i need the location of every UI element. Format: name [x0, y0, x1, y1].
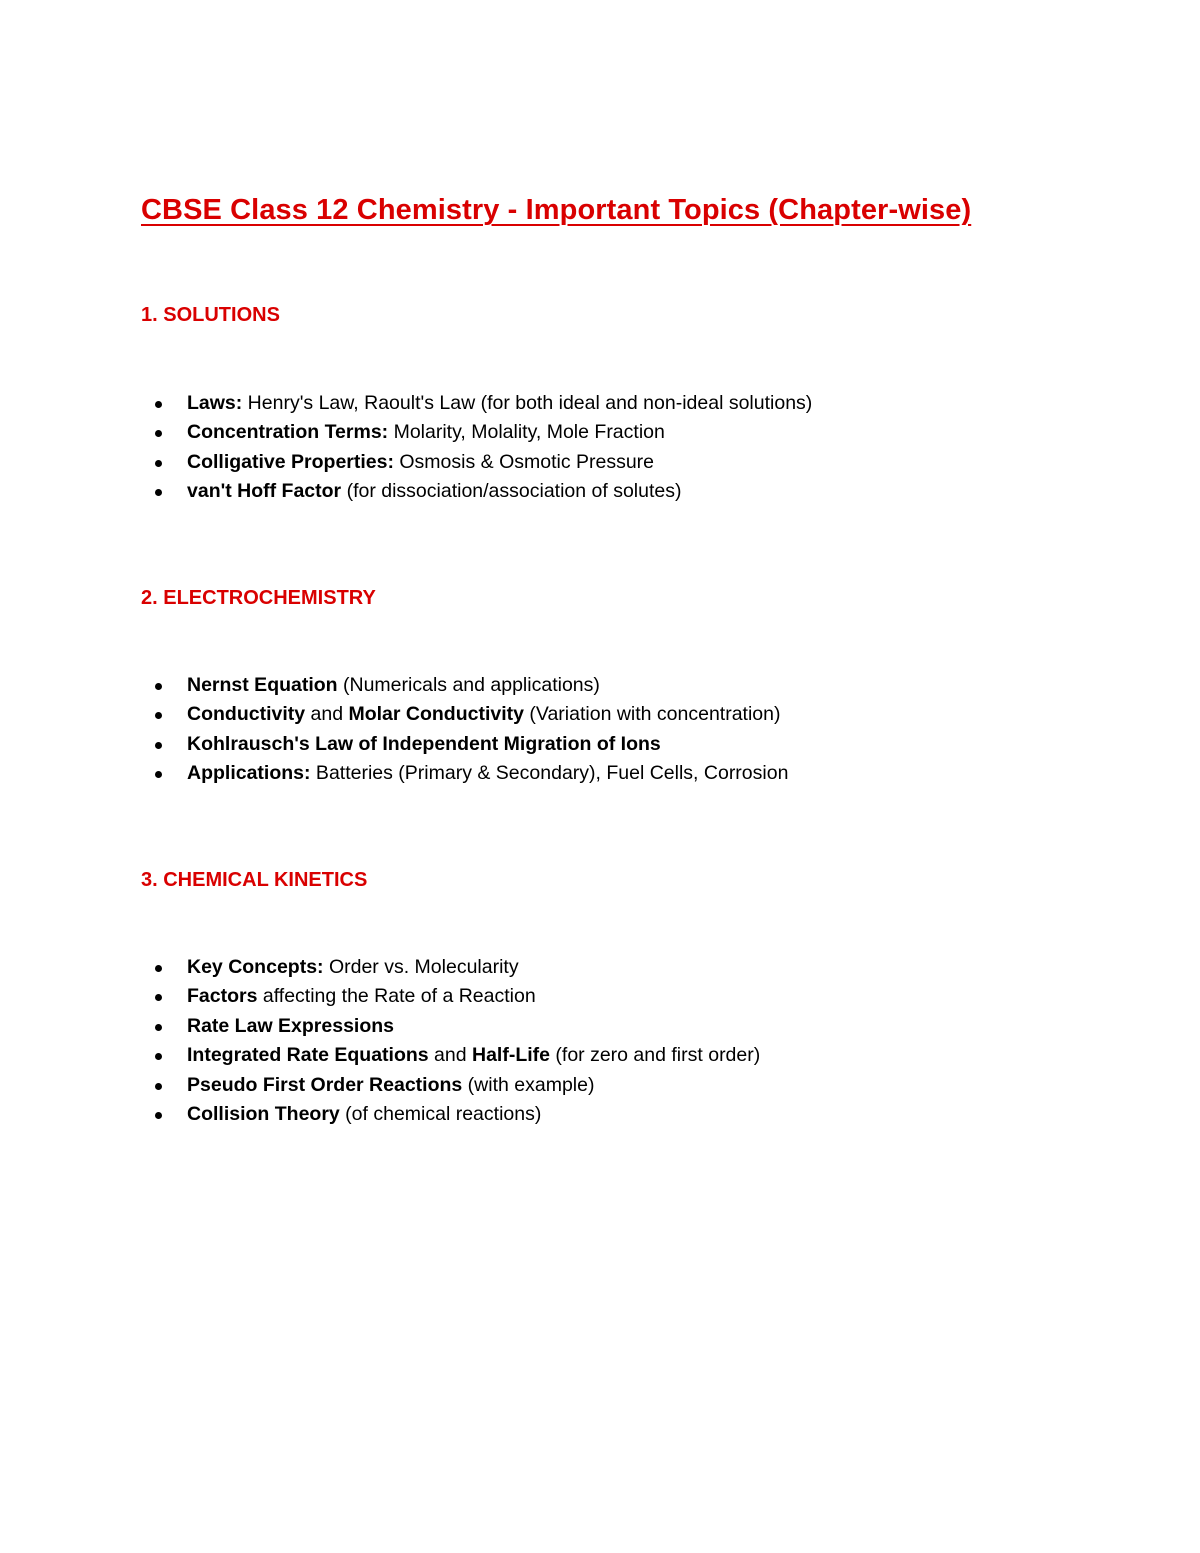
topic-term: Colligative Properties:	[187, 450, 394, 473]
topic-term: Rate Law Expressions	[187, 1014, 394, 1037]
topic-detail: (with example)	[462, 1073, 595, 1096]
topic-detail: Molarity, Molality, Mole Fraction	[388, 421, 665, 444]
topic-item	[141, 759, 788, 788]
bullet-icon	[155, 1024, 162, 1031]
topic-term: Pseudo First Order Reactions	[187, 1073, 463, 1096]
topic-detail: affecting the Rate of a Reaction	[257, 985, 536, 1008]
topic-detail: (Numericals and applications)	[337, 674, 600, 696]
bullet-icon	[155, 1053, 162, 1060]
topic-detail: (for zero and first order)	[550, 1044, 761, 1067]
topic-item	[141, 448, 812, 477]
bullet-icon	[155, 430, 162, 437]
topic-detail: Henry's Law, Raoult's Law (for both ideal and non-ideal solutions)	[242, 392, 813, 414]
topic-item	[141, 1041, 760, 1070]
topic-term: Collision Theory	[187, 1102, 340, 1125]
topic-detail: and	[428, 1044, 472, 1067]
topic-item	[141, 953, 760, 982]
topic-term: Half-Life	[472, 1044, 550, 1067]
topic-item	[141, 671, 788, 700]
topic-term: Conductivity	[187, 703, 306, 726]
topic-detail: and	[305, 703, 349, 726]
bullet-icon	[155, 771, 162, 778]
topic-detail: Order vs. Molecularity	[323, 956, 519, 978]
bullet-icon	[155, 712, 162, 719]
topic-list-solutions	[141, 389, 812, 507]
topic-item	[141, 418, 812, 447]
bullet-icon	[155, 1083, 162, 1090]
topic-detail: (of chemical reactions)	[339, 1102, 542, 1125]
topic-item	[141, 1012, 760, 1041]
bullet-icon	[155, 965, 162, 972]
topic-item	[141, 700, 788, 729]
bullet-icon	[155, 401, 162, 408]
topic-term: Kohlrausch's Law of Independent Migration of Ions	[187, 732, 661, 755]
topic-item	[141, 1071, 760, 1100]
section-heading-chemical-kinetics: 3. CHEMICAL KINETICS	[141, 869, 368, 891]
bullet-icon	[155, 742, 162, 749]
topic-term: Applications:	[187, 762, 311, 785]
topic-item	[141, 1100, 760, 1129]
bullet-icon	[155, 1112, 162, 1119]
topic-term: Factors	[187, 985, 258, 1008]
section-heading-solutions: 1. SOLUTIONS	[141, 304, 280, 326]
bullet-icon	[155, 994, 162, 1001]
topic-detail: (Variation with concentration)	[523, 703, 781, 726]
topic-item	[141, 477, 812, 506]
bullet-icon	[155, 489, 162, 496]
topic-detail: Batteries (Primary & Secondary), Fuel Cells, Corrosion	[310, 762, 789, 785]
bullet-icon	[155, 683, 162, 690]
topic-term: Nernst Equation	[187, 674, 338, 696]
bullet-icon	[155, 460, 162, 467]
topic-detail: (for dissociation/association of solutes)	[341, 480, 682, 503]
topic-term: Concentration Terms:	[187, 421, 389, 444]
topic-item	[141, 730, 788, 759]
topic-item	[141, 982, 760, 1011]
topic-list-chemical-kinetics	[141, 953, 760, 1129]
topic-term: Integrated Rate Equations	[187, 1044, 429, 1067]
topic-term: Molar Conductivity	[348, 703, 524, 726]
document-title: CBSE Class 12 Chemistry - Important Topics (Chapter-wise)	[141, 194, 972, 226]
topic-detail: Osmosis & Osmotic Pressure	[393, 450, 655, 473]
topic-term: van't Hoff Factor	[187, 480, 342, 503]
topic-term: Laws:	[187, 392, 243, 414]
topic-list-electrochemistry	[141, 671, 788, 789]
section-heading-electrochemistry: 2. ELECTROCHEMISTRY	[141, 587, 376, 609]
topic-item	[141, 389, 812, 418]
topic-term: Key Concepts:	[187, 956, 324, 978]
